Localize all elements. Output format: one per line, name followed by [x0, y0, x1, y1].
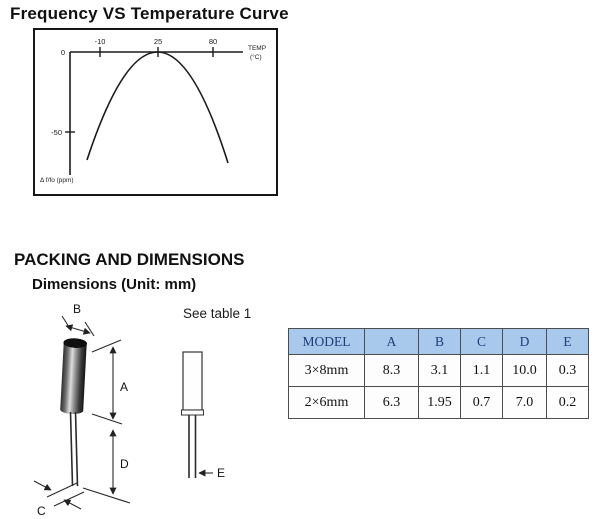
c-arrow-lower: [64, 500, 81, 509]
temperature-curve-chart: [35, 30, 276, 194]
x-tick-label: 25: [153, 37, 163, 46]
cylinder-crystal-figure: [25, 300, 140, 519]
lead-wire-left: [71, 412, 73, 486]
c-arrow-upper: [34, 481, 51, 490]
x-tick-label: 80: [208, 37, 218, 46]
col-header-a: A: [365, 329, 419, 355]
see-table-note: See table 1: [183, 306, 252, 321]
dim-label-e: E: [217, 466, 226, 480]
x-tick-label: -10: [94, 37, 106, 46]
page-title: Frequency VS Temperature Curve: [10, 4, 289, 23]
lead-break-mark: [47, 483, 77, 497]
value-cell: 0.7: [461, 387, 503, 419]
cylinder-side: [60, 342, 86, 410]
dimensions-unit-subheading: Dimensions (Unit: mm): [32, 276, 197, 293]
value-cell: 3.1: [419, 355, 461, 387]
value-cell: 7.0: [503, 387, 547, 419]
y-tick-label-zero: 0: [60, 48, 65, 57]
model-cell: 3×8mm: [289, 355, 365, 387]
a-extension-tick: [92, 414, 122, 424]
dim-label-c: C: [37, 504, 46, 518]
col-header-b: B: [419, 329, 461, 355]
dim-label-a: A: [120, 380, 129, 394]
dim-label-b: B: [72, 302, 82, 316]
col-header-c: C: [461, 329, 503, 355]
temperature-curve-chart-frame: [33, 28, 278, 196]
value-cell: 0.3: [547, 355, 589, 387]
dim-label-d: D: [120, 457, 129, 471]
lead-break-mark: [54, 492, 84, 506]
x-axis-title-line2: (°C): [250, 54, 262, 61]
table-row: [289, 355, 589, 387]
value-cell: 0.2: [547, 387, 589, 419]
col-header-e: E: [547, 329, 589, 355]
x-axis-title-line1: TEMP: [248, 45, 267, 52]
b-extension-tick: [62, 316, 71, 330]
crystal-outline-base: [182, 410, 204, 415]
value-cell: 8.3: [365, 355, 419, 387]
lead-wire-right: [76, 412, 78, 486]
a-extension-tick: [92, 340, 121, 352]
value-cell: 6.3: [365, 387, 419, 419]
d-extension-tick: [83, 488, 130, 503]
col-header-model: MODEL: [289, 329, 365, 355]
value-cell: 1.1: [461, 355, 503, 387]
crystal-outline-body: [183, 352, 202, 410]
model-cell: 2×6mm: [289, 387, 365, 419]
value-cell: 1.95: [419, 387, 461, 419]
col-header-d: D: [503, 329, 547, 355]
b-dimension-line: [66, 326, 90, 333]
y-axis-title: Δ f/fo (ppm): [40, 177, 74, 184]
crystal-front-view-figure: [165, 330, 260, 490]
table-row: [289, 387, 589, 419]
packing-and-dimensions-heading: PACKING AND DIMENSIONS: [14, 250, 245, 269]
b-extension-tick: [85, 322, 94, 336]
table-header-row: [289, 329, 589, 355]
dimensions-table: [288, 328, 589, 419]
crystal-cylinder-body: [60, 338, 87, 415]
value-cell: 10.0: [503, 355, 547, 387]
y-tick-label-minus50: -50: [51, 128, 62, 137]
frequency-deviation-curve: [87, 52, 228, 163]
